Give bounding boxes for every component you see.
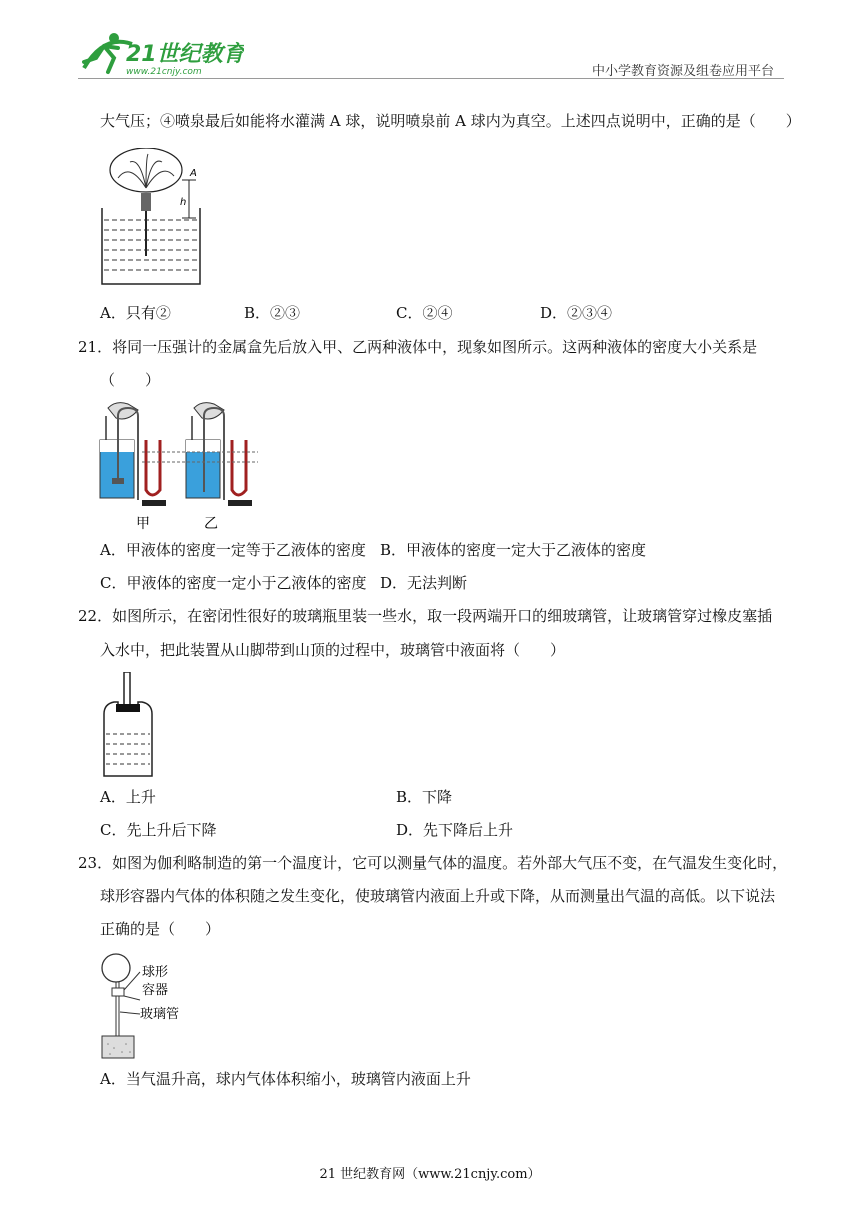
label-jia: 甲 [136,516,150,532]
q20-option-d[interactable]: D．②③④ [540,304,613,322]
q23-text-line3: 正确的是（ ） [100,920,221,938]
q21-text-line2: （ ） [100,371,161,389]
logo-url-text: www.21cnjy.com [126,67,202,77]
q23-text-line1: 23．如图为伽利略制造的第一个温度计，它可以测量气体的温度。若外部大气压不变，在气温发生变化时， [78,854,788,872]
label-rongqi: 容器 [142,983,169,998]
q23-text-line2: 球形容器内气体的体积随之发生变化，使玻璃管内液面上升或下降，从而测量出气温的高低。以下说法 [100,887,776,905]
q22-option-a[interactable]: A．上升 [100,788,156,806]
header-platform-text: 中小学教育资源及组卷应用平台 [591,64,774,79]
q22-option-b[interactable]: B．下降 [396,788,453,806]
q20-option-b[interactable]: B．②③ [244,304,301,322]
q23-thermometer-figure [100,952,190,1066]
q22-bottle-figure [102,672,156,782]
label-qiuxing: 球形 [142,965,169,980]
q21-option-b[interactable]: B．甲液体的密度一定大于乙液体的密度 [380,541,647,559]
q20-text: 大气压；④喷泉最后如能将水灌满 A 球，说明喷泉前 A 球内为真空。上述四点说明中，正确的是（ ） [100,112,801,130]
q21-text-line1: 21．将同一压强计的金属盒先后放入甲、乙两种液体中，现象如图所示。这两种液体的密度大小关系是 [78,338,758,356]
page-footer: 21 世纪教育网（www.21cnjy.com） [319,1167,541,1182]
label-yi: 乙 [204,516,218,532]
q22-option-c[interactable]: C．先上升后下降 [100,821,217,839]
q21-option-d[interactable]: D．无法判断 [380,574,468,592]
label-A: A [190,168,197,179]
q22-option-d[interactable]: D．先下降后上升 [396,821,514,839]
q22-text-line2: 入水中，把此装置从山脚带到山顶的过程中，玻璃管中液面将（ ） [100,641,566,659]
label-h: h [180,197,187,208]
logo-main-text: 21世纪教育 [126,42,244,67]
header-divider [78,78,784,79]
q20-option-c[interactable]: C．②④ [396,304,453,322]
q21-option-a[interactable]: A．甲液体的密度一定等于乙液体的密度 [100,541,366,559]
q23-option-a[interactable]: A．当气温升高，球内气体体积缩小，玻璃管内液面上升 [100,1070,471,1088]
logo-runner-icon [74,28,244,78]
header-logo [74,28,244,78]
q20-option-a[interactable]: A．只有② [100,304,171,322]
q21-option-c[interactable]: C．甲液体的密度一定小于乙液体的密度 [100,574,367,592]
q20-fountain-figure [100,148,210,290]
q21-pressure-gauge-figure [98,400,264,536]
label-boliguan: 玻璃管 [140,1007,180,1022]
q22-text-line1: 22．如图所示，在密闭性很好的玻璃瓶里装一些水，取一段两端开口的细玻璃管，让玻璃管穿过橡皮塞插 [78,607,773,625]
